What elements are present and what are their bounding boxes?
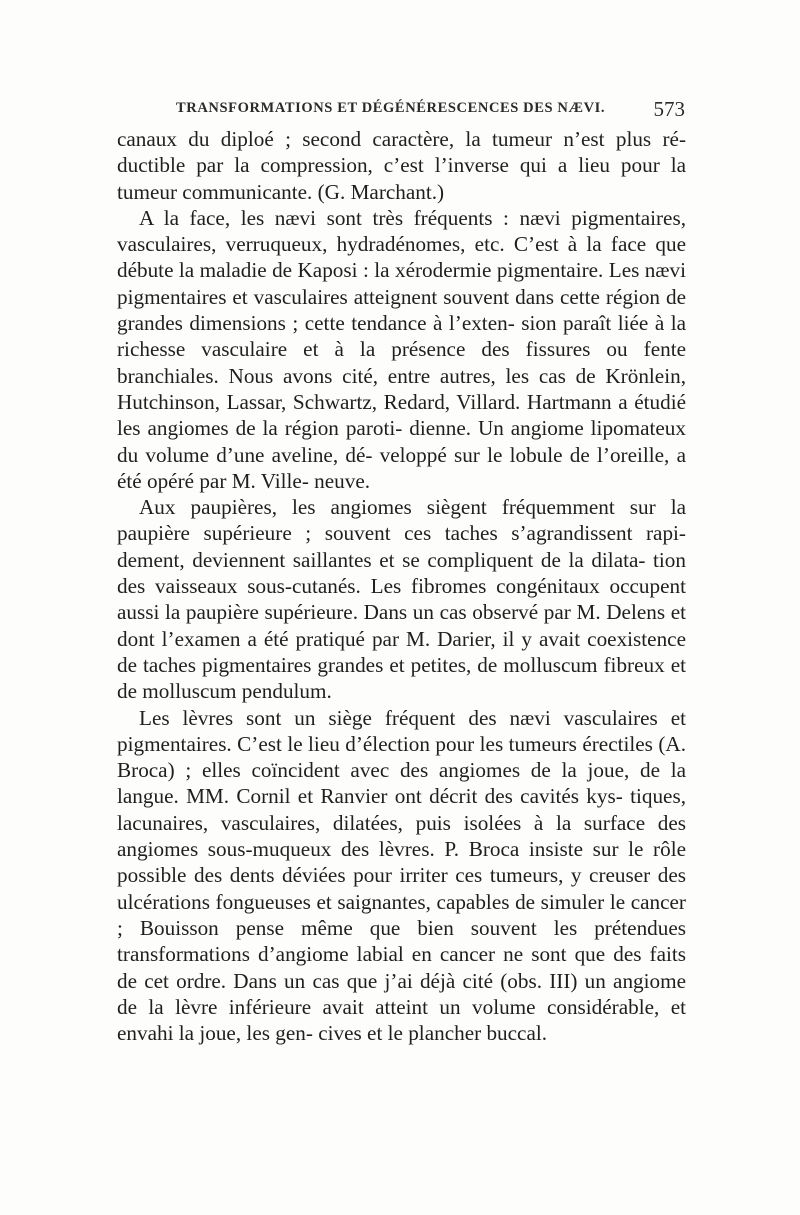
paragraph-face: A la face, les nævi sont très fréquents : nævi pigmentaires, vasculaires, verruqueux, hydradénomes, etc. C’est à la face que débute la maladie de Kaposi : la xérodermie pigmentaire. Les nævi pigmentaires et vasculaires atteignent souvent dans cette région de grandes dimensions ; cette tendance à l’exten- sion paraît liée à la richesse vasculaire et à la présence des fissures ou fente branchiales. Nous avons cité, entre autres, les cas de Krönlein, Hutchinson, Lassar, Schwartz, Redard, Villard. Hartmann a étudié les angiomes de la région paroti- dienne. Un angiome lipomateux du volume d’une aveline, dé- veloppé sur le lobule de l’oreille, a été opéré par M. Ville- neuve. bbox=[117, 205, 686, 493]
body-text bbox=[117, 126, 686, 1046]
paragraph-lips: Les lèvres sont un siège fréquent des nævi vasculaires et pigmentaires. C’est le lieu d’élection pour les tumeurs érectiles (A. Broca) ; elles coïncident avec des angiomes de la joue, de la langue. MM. Cornil et Ranvier ont décrit des cavités kys- tiques, lacunaires, vasculaires, dilatées, puis isolées à la surface des angiomes sous-muqueux des lèvres. P. Broca insiste sur le rôle possible des dents déviées pour irriter ces tumeurs, y creuser des ulcérations fongueuses et saignantes, capables de simuler le cancer ; Bouisson pense même que bien souvent les prétendues transformations d’angiome labial en cancer ne sont que des faits de cet ordre. Dans un cas que j’ai déjà cité (obs. III) un angiome de la lèvre inférieure avait atteint un volume considérable, et envahi la joue, les gen- cives et le plancher buccal. bbox=[117, 705, 686, 1046]
page-number: 573 bbox=[653, 97, 685, 121]
running-title: TRANSFORMATIONS ET DÉGÉNÉRESCENCES DES NÆVI. bbox=[176, 100, 606, 116]
paragraph-eyelids: Aux paupières, les angiomes siègent fréquemment sur la paupière supérieure ; souvent ces taches s’agrandissent rapi- dement, deviennent saillantes et se compliquent de la dilata- tion des vaisseaux sous-cutanés. Les fibromes congénitaux occupent aussi la paupière supérieure. Dans un cas observé par M. Delens et dont l’examen a été pratiqué par M. Darier, il y avait coexistence de taches pigmentaires grandes et petites, de molluscum fibreux et de molluscum pendulum. bbox=[117, 495, 686, 704]
running-head bbox=[118, 97, 685, 123]
paragraph-continued: canaux du diploé ; second caractère, la tumeur n’est plus ré- ductible par la compression, c’est l’inverse qui a lieu pour la tumeur communicante. (G. Marchant.) bbox=[117, 127, 686, 204]
